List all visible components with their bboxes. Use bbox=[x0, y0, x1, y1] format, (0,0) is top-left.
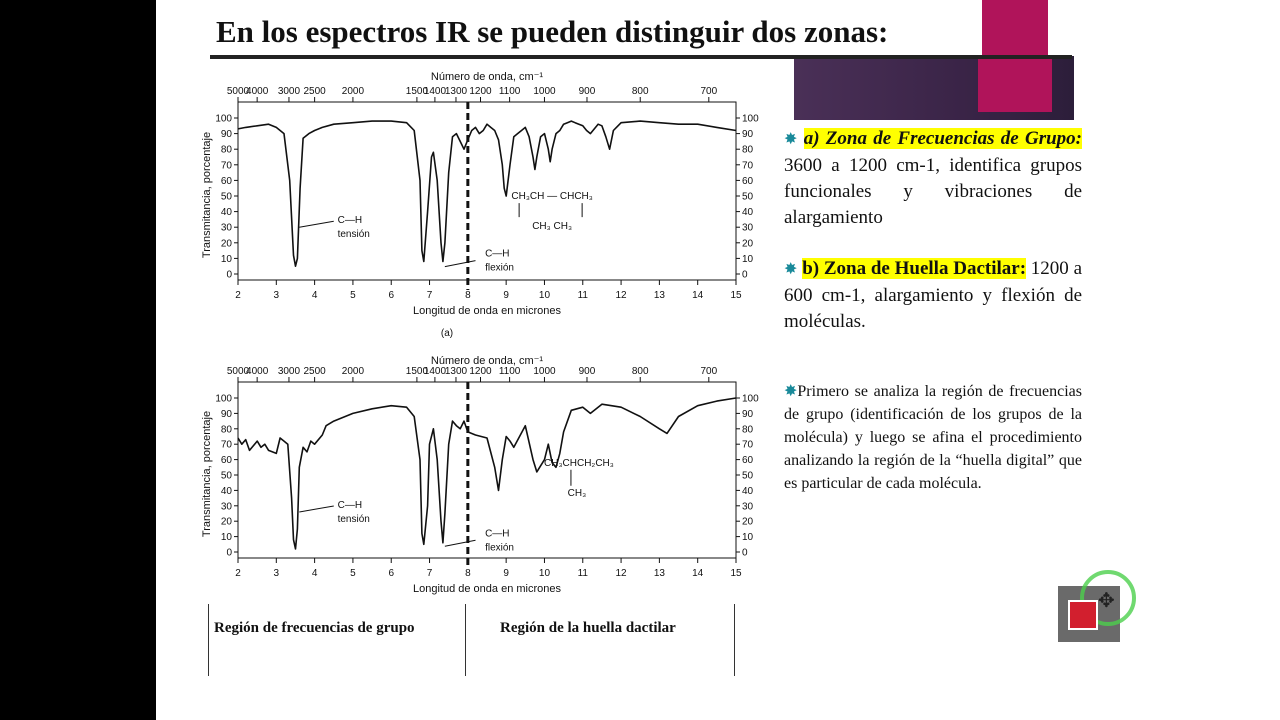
title-underline bbox=[210, 55, 1072, 59]
accent-bar bbox=[978, 56, 1052, 112]
y-tick-label-right: 30 bbox=[742, 501, 754, 513]
x-tick-label: 11 bbox=[577, 568, 588, 579]
x-tick-label: 6 bbox=[388, 290, 395, 301]
y-tick-label-right: 50 bbox=[742, 191, 754, 203]
x-tick-label: 5 bbox=[350, 290, 356, 301]
x-tick-label: 13 bbox=[653, 290, 665, 301]
top-tick-label: 1500 bbox=[405, 86, 429, 97]
annotation-label: tensión bbox=[337, 229, 370, 241]
y-tick-label-right: 100 bbox=[742, 113, 759, 125]
y-tick-label-right: 0 bbox=[742, 547, 748, 559]
x-tick-label: 10 bbox=[538, 568, 551, 579]
y-tick-label: 20 bbox=[220, 516, 232, 528]
x-tick-label: 14 bbox=[692, 290, 704, 301]
point-b bbox=[784, 256, 1082, 335]
x-tick-label: 7 bbox=[426, 290, 433, 301]
top-tick-label: 2000 bbox=[341, 86, 365, 97]
top-tick-label: 4000 bbox=[246, 366, 269, 377]
region-divider-middle bbox=[465, 604, 466, 676]
point-a bbox=[784, 126, 1082, 231]
annotation-label: flexión bbox=[485, 542, 514, 554]
y-tick-label-right: 100 bbox=[742, 393, 759, 405]
top-tick-label: 5000 bbox=[226, 366, 250, 377]
y-tick-label: 90 bbox=[220, 129, 232, 141]
y-tick-label: 100 bbox=[215, 113, 232, 125]
top-tick-label: 2000 bbox=[341, 366, 365, 377]
top-tick-label: 1300 bbox=[444, 86, 468, 97]
y-tick-label-right: 20 bbox=[742, 516, 754, 528]
y-tick-label-right: 40 bbox=[742, 207, 754, 219]
ir-spectrum-bottom bbox=[196, 352, 759, 610]
y-tick-label: 10 bbox=[220, 253, 232, 265]
x-tick-label: 9 bbox=[503, 290, 509, 301]
top-tick-label: 800 bbox=[631, 86, 649, 97]
top-tick-label: 5000 bbox=[226, 86, 250, 97]
x-tick-label: 2 bbox=[235, 290, 241, 301]
y-tick-label-right: 20 bbox=[742, 238, 754, 250]
y-tick-label: 90 bbox=[220, 408, 232, 420]
region-label-fingerprint: Región de la huella dactilar bbox=[500, 620, 676, 636]
y-tick-label: 100 bbox=[215, 393, 232, 405]
x-tick-label: 6 bbox=[388, 568, 395, 579]
y-tick-label: 60 bbox=[220, 455, 232, 467]
y-tick-label-right: 0 bbox=[742, 269, 748, 281]
top-tick-label: 700 bbox=[700, 86, 718, 97]
x-tick-label: 9 bbox=[503, 568, 509, 579]
top-tick-label: 800 bbox=[631, 366, 649, 377]
y-tick-label: 80 bbox=[220, 424, 232, 436]
y-tick-label: 20 bbox=[220, 238, 232, 250]
x-tick-label: 8 bbox=[465, 568, 471, 579]
accent-bar-top bbox=[982, 0, 1048, 56]
y-tick-label: 40 bbox=[220, 207, 232, 219]
y-tick-label: 30 bbox=[220, 222, 232, 234]
region-labels bbox=[208, 604, 736, 676]
annotation-label: C—H bbox=[337, 499, 363, 511]
annotation-label: tensión bbox=[337, 513, 370, 525]
spectrum-line bbox=[238, 398, 736, 549]
y-tick-label: 30 bbox=[220, 501, 232, 513]
annotation-label: C—H bbox=[485, 528, 510, 540]
y-tick-label-right: 10 bbox=[742, 532, 754, 544]
y-tick-label-right: 10 bbox=[742, 253, 754, 265]
x-tick-label: 12 bbox=[615, 568, 627, 579]
top-tick-label: 4000 bbox=[246, 86, 269, 97]
x-tick-label: 15 bbox=[730, 568, 742, 579]
red-pen-icon[interactable] bbox=[1068, 600, 1098, 630]
bullet-star-icon: ✸ bbox=[784, 261, 798, 278]
y-tick-label: 70 bbox=[220, 160, 232, 172]
top-axis-title: Número de onda, cm⁻¹ bbox=[430, 71, 544, 83]
y-tick-label: 50 bbox=[220, 470, 232, 482]
top-tick-label: 1000 bbox=[533, 366, 556, 377]
y-tick-label-right: 50 bbox=[742, 470, 754, 482]
bullet-star-icon: ✸ bbox=[784, 383, 798, 400]
x-tick-label: 8 bbox=[465, 290, 471, 301]
region-label-group: Región de frecuencias de grupo bbox=[214, 620, 415, 636]
y-tick-label-right: 70 bbox=[742, 439, 754, 451]
y-tick-label: 70 bbox=[220, 439, 232, 451]
ir-spectrum-top bbox=[196, 70, 759, 348]
x-tick-label: 5 bbox=[350, 568, 356, 579]
top-tick-label: 1100 bbox=[498, 86, 521, 97]
spectrum-line bbox=[238, 121, 736, 266]
y-tick-label-right: 40 bbox=[742, 485, 754, 497]
move-cursor-icon: ✥ bbox=[1098, 588, 1115, 612]
annotation-leader bbox=[445, 540, 476, 546]
x-tick-label: 12 bbox=[615, 290, 627, 301]
point-c bbox=[784, 380, 1082, 495]
x-tick-label: 10 bbox=[538, 290, 551, 301]
top-tick-label: 1400 bbox=[423, 366, 447, 377]
y-tick-label: 60 bbox=[220, 175, 232, 187]
x-tick-label: 2 bbox=[235, 568, 241, 579]
y-tick-label-right: 80 bbox=[742, 424, 754, 436]
top-tick-label: 900 bbox=[578, 366, 596, 377]
y-axis-title: Transmitancia, porcentaje bbox=[201, 410, 213, 538]
top-tick-label: 1300 bbox=[444, 366, 468, 377]
region-divider-left bbox=[208, 604, 209, 676]
x-axis-title: Longitud de onda en micrones bbox=[413, 305, 561, 317]
y-tick-label: 10 bbox=[220, 532, 232, 544]
x-tick-label: 4 bbox=[311, 568, 318, 579]
annotation-leader bbox=[445, 261, 476, 267]
top-tick-label: 1400 bbox=[423, 86, 447, 97]
slide-title: En los espectros IR se pueden distinguir dos zonas: bbox=[216, 14, 889, 49]
slide bbox=[156, 0, 1124, 720]
x-tick-label: 14 bbox=[692, 568, 704, 579]
y-axis-title: Transmitancia, porcentaje bbox=[201, 131, 213, 259]
y-tick-label-right: 80 bbox=[742, 144, 754, 156]
y-tick-label: 50 bbox=[220, 191, 232, 203]
top-tick-label: 2500 bbox=[303, 366, 326, 377]
top-tick-label: 900 bbox=[578, 86, 596, 97]
point-b-body: 1200 a 600 cm-1, alargamiento y flexión de moléculas. bbox=[784, 258, 1083, 332]
top-tick-label: 1100 bbox=[498, 366, 521, 377]
point-a-heading: a) Zona de Frecuencias de Grupo: bbox=[803, 128, 1083, 149]
x-tick-label: 11 bbox=[577, 290, 588, 301]
y-tick-label: 0 bbox=[226, 547, 232, 559]
top-tick-label: 3000 bbox=[277, 366, 301, 377]
top-tick-label: 1000 bbox=[533, 86, 556, 97]
x-tick-label: 3 bbox=[273, 290, 280, 301]
top-axis-title: Número de onda, cm⁻¹ bbox=[430, 355, 544, 367]
region-divider-right bbox=[734, 604, 735, 676]
y-tick-label-right: 70 bbox=[742, 160, 754, 172]
point-b-heading: b) Zona de Huella Dactilar: bbox=[802, 258, 1027, 279]
point-c-body: Primero se analiza la región de frecuencias de grupo (identificación de los grupos de la molécula) y luego se afina el procedimiento analizando la región de la “huella digital” que es particular de cada molécula. bbox=[784, 383, 1082, 492]
y-tick-label: 0 bbox=[226, 269, 232, 281]
bullet-star-icon: ✸ bbox=[784, 131, 798, 148]
annotation-label: C—H bbox=[485, 248, 510, 260]
annotation-label: C—H bbox=[337, 215, 363, 227]
annotation-label: flexión bbox=[485, 262, 514, 274]
annotation-toolbox[interactable] bbox=[1058, 586, 1120, 642]
point-a-body: 3600 a 1200 cm-1, identifica grupos funcionales y vibraciones de alargamiento bbox=[784, 155, 1082, 228]
top-tick-label: 1500 bbox=[405, 366, 429, 377]
top-tick-label: 700 bbox=[700, 366, 718, 377]
annotation-leader bbox=[299, 506, 333, 512]
annotation-leader bbox=[299, 221, 333, 227]
x-tick-label: 4 bbox=[311, 290, 318, 301]
x-tick-label: 3 bbox=[273, 568, 280, 579]
y-tick-label-right: 60 bbox=[742, 455, 754, 467]
figure-caption: (a) bbox=[440, 328, 454, 339]
y-tick-label-right: 30 bbox=[742, 222, 754, 234]
structure-formula: CH₃CHCH₂CH₃ bbox=[544, 457, 614, 469]
right-margin bbox=[1124, 0, 1280, 720]
y-tick-label: 40 bbox=[220, 485, 232, 497]
y-tick-label-right: 60 bbox=[742, 175, 754, 187]
structure-formula: CH₃ bbox=[567, 487, 587, 499]
y-tick-label-right: 90 bbox=[742, 129, 754, 141]
x-tick-label: 15 bbox=[730, 290, 742, 301]
structure-formula: CH₃ CH₃ bbox=[532, 221, 573, 233]
y-tick-label: 80 bbox=[220, 144, 232, 156]
top-tick-label: 2500 bbox=[303, 86, 326, 97]
top-tick-label: 1200 bbox=[469, 366, 492, 377]
x-tick-label: 13 bbox=[653, 568, 665, 579]
y-tick-label-right: 90 bbox=[742, 408, 754, 420]
structure-formula: CH₃CH — CHCH₃ bbox=[511, 191, 593, 203]
x-axis-title: Longitud de onda en micrones bbox=[413, 583, 561, 595]
top-tick-label: 3000 bbox=[277, 86, 301, 97]
x-tick-label: 7 bbox=[426, 568, 433, 579]
top-tick-label: 1200 bbox=[469, 86, 492, 97]
